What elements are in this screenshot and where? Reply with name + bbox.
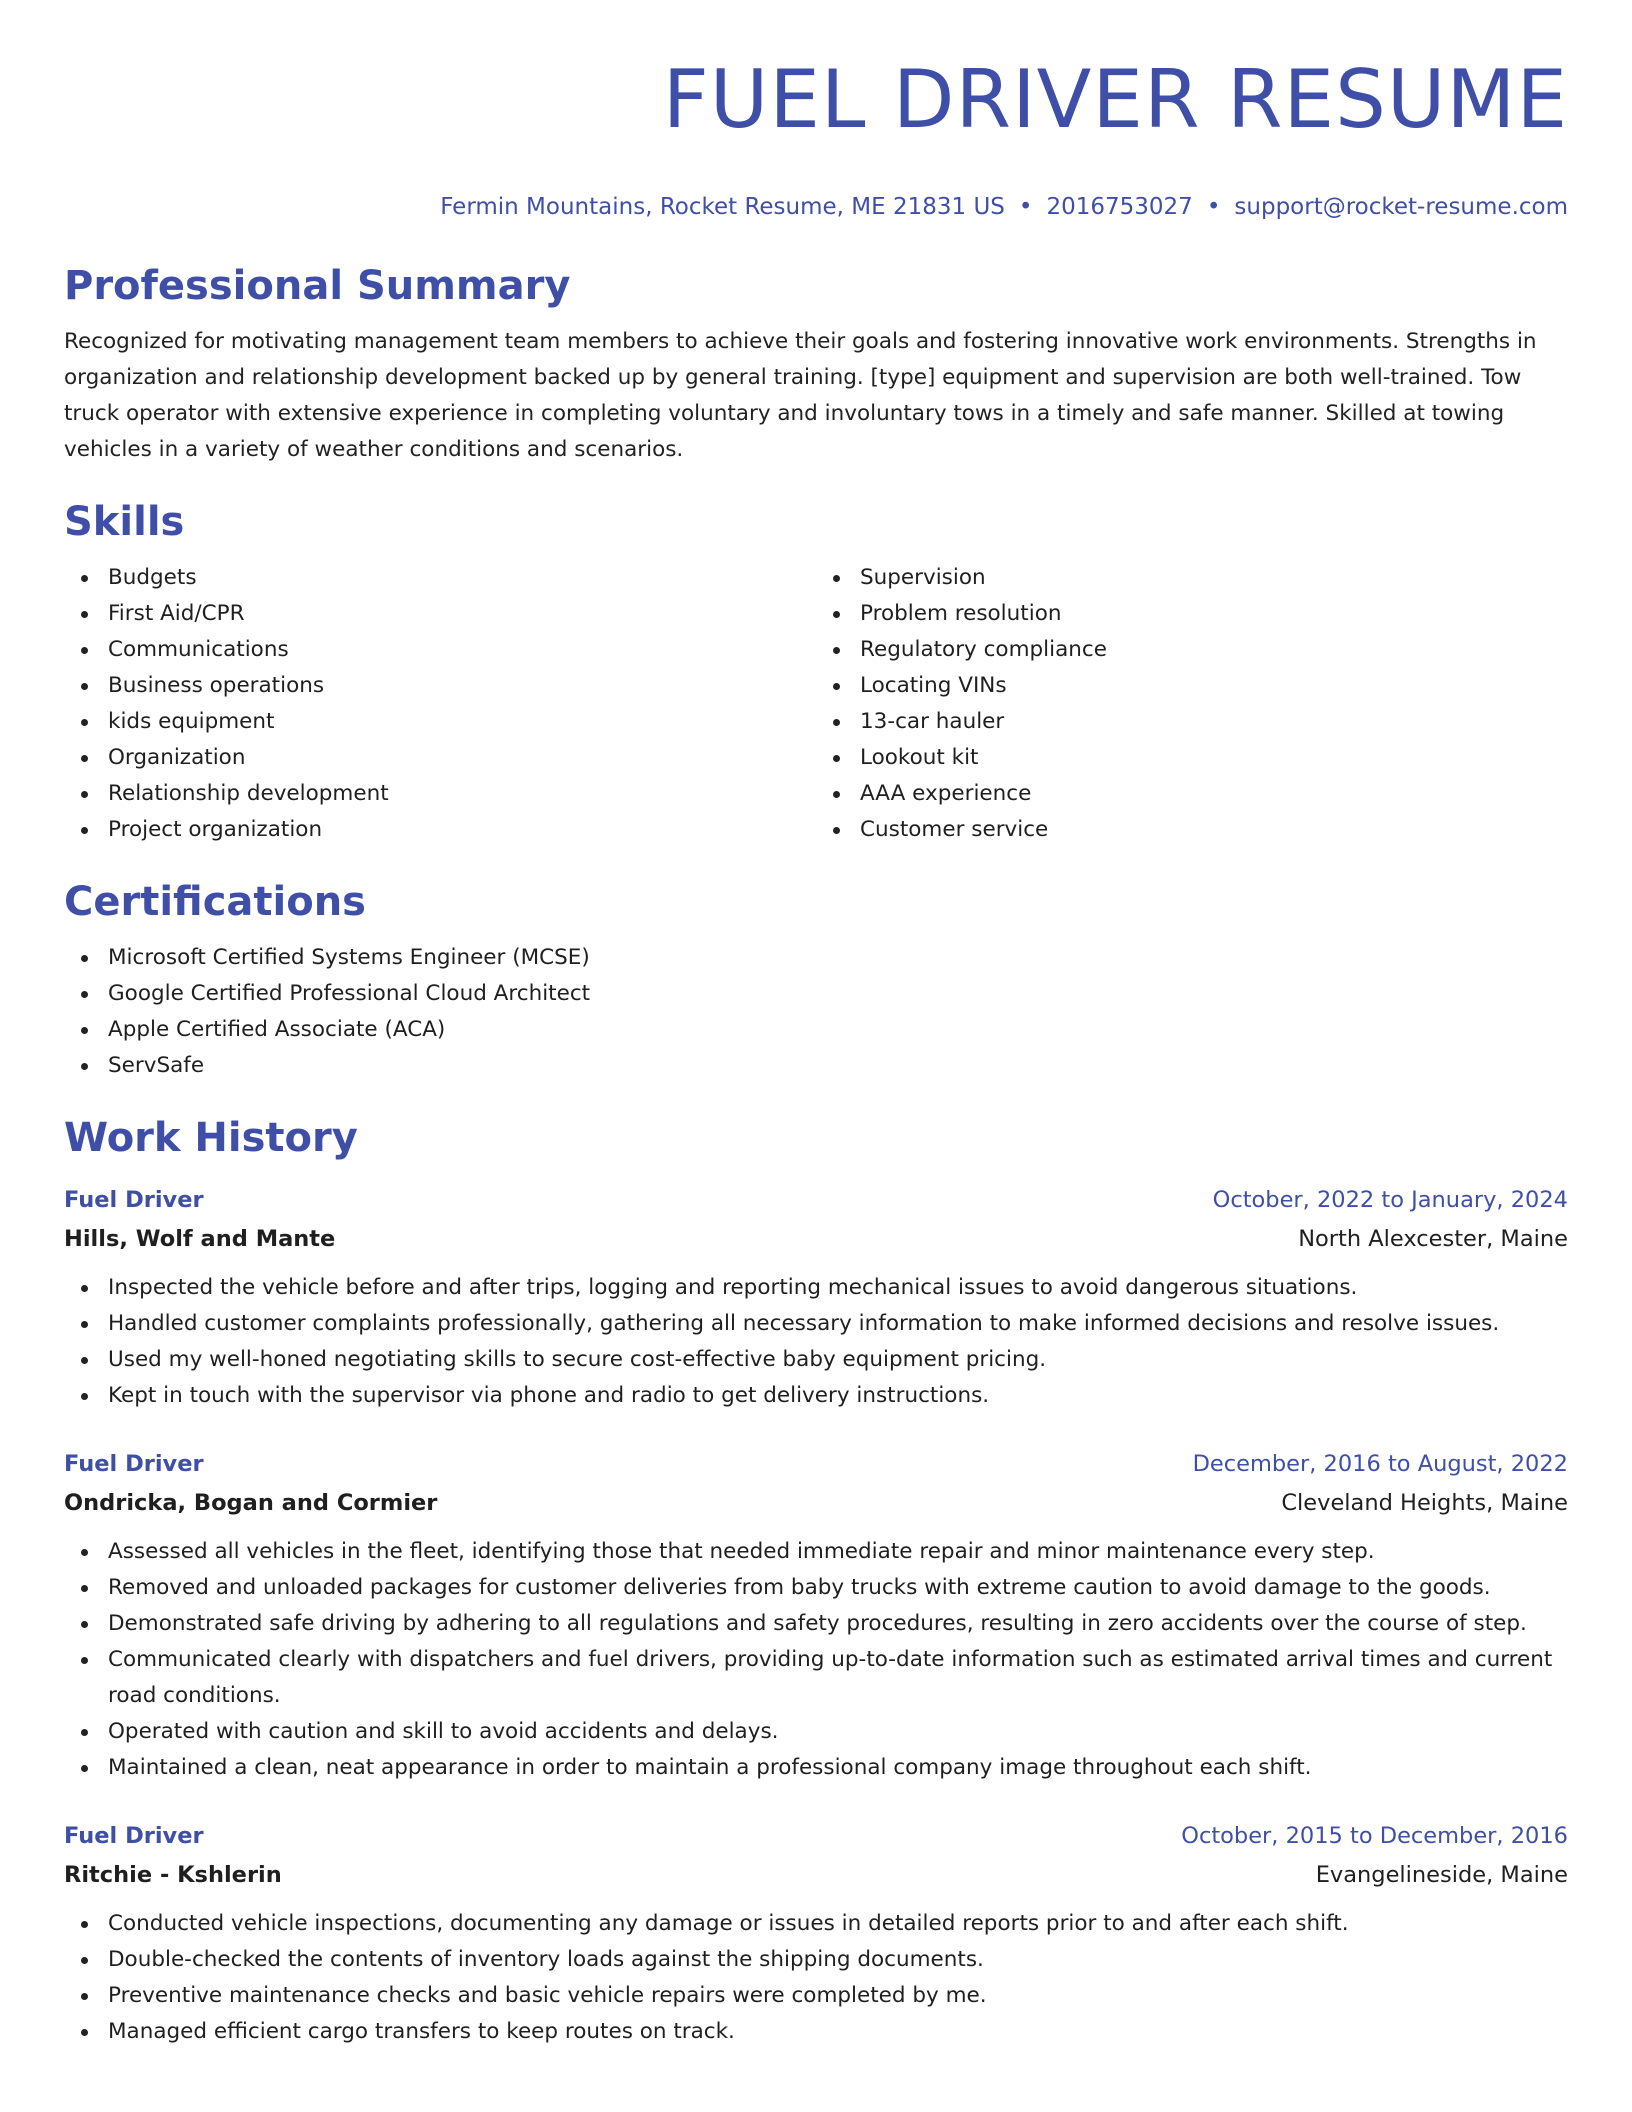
job-entry — [64, 1180, 1568, 1414]
skill-item: First Aid/CPR — [108, 596, 816, 632]
job-header-row — [64, 1444, 1568, 1484]
skill-item: 13-car hauler — [860, 704, 1568, 740]
job-bullets — [64, 1270, 1568, 1414]
job-bullet: Handled customer complaints professionally, gathering all necessary information to make informed decisions and resolve issues. — [108, 1306, 1568, 1342]
skill-item: Locating VINs — [860, 668, 1568, 704]
job-dates: December, 2016 to August, 2022 — [1192, 1451, 1568, 1477]
job-entry — [64, 1444, 1568, 1786]
certifications-list — [64, 940, 1568, 1084]
skill-item: Organization — [108, 740, 816, 776]
job-header-row — [64, 1816, 1568, 1856]
summary-text: Recognized for motivating management team members to achieve their goals and fostering innovative work environments. Strengths in organization and relationship development backed up by general training. [type] equipment and supervision are both well-trained. Tow truck operator with extensive experience in completing voluntary and involuntary tows in a timely and safe manner. Skilled at towing vehicles in a variety of weather conditions and scenarios. — [64, 329, 1537, 462]
job-company-row — [64, 1484, 1568, 1522]
certifications-heading: Certifications — [64, 879, 366, 925]
job-bullet: Double-checked the contents of inventory loads against the shipping documents. — [108, 1942, 1568, 1978]
work-history-heading: Work History — [64, 1115, 358, 1161]
job-bullet: Demonstrated safe driving by adhering to all regulations and safety procedures, resulting in zero accidents over the course of step. — [108, 1606, 1568, 1642]
job-header-row — [64, 1180, 1568, 1220]
job-bullet: Kept in touch with the supervisor via phone and radio to get delivery instructions. — [108, 1378, 1568, 1414]
skill-item: Project organization — [108, 812, 816, 848]
job-company: Ondricka, Bogan and Cormier — [64, 1490, 438, 1516]
certification-item: Google Certified Professional Cloud Architect — [108, 976, 1568, 1012]
resume-title: FUEL DRIVER RESUME — [662, 53, 1568, 146]
job-bullet: Used my well-honed negotiating skills to secure cost-effective baby equipment pricing. — [108, 1342, 1568, 1378]
job-location: Cleveland Heights, Maine — [1281, 1490, 1568, 1516]
job-location: Evangelineside, Maine — [1315, 1862, 1568, 1888]
contact-email[interactable]: support@rocket-resume.com — [1234, 194, 1568, 220]
contact-separator: • — [1018, 194, 1033, 220]
job-company: Hills, Wolf and Mante — [64, 1226, 336, 1252]
skill-item: Business operations — [108, 668, 816, 704]
skills-list-right — [816, 560, 1568, 848]
job-role: Fuel Driver — [64, 1451, 204, 1477]
skill-item: Supervision — [860, 560, 1568, 596]
job-location: North Alexcester, Maine — [1298, 1226, 1568, 1252]
skill-item: Lookout kit — [860, 740, 1568, 776]
certification-item: ServSafe — [108, 1048, 1568, 1084]
skills-columns — [64, 560, 1568, 848]
certification-item: Apple Certified Associate (ACA) — [108, 1012, 1568, 1048]
skill-item: Communications — [108, 632, 816, 668]
contact-separator: • — [1206, 194, 1221, 220]
job-dates: October, 2022 to January, 2024 — [1212, 1187, 1568, 1213]
certification-item: Microsoft Certified Systems Engineer (MCSE) — [108, 940, 1568, 976]
contact-phone[interactable]: 2016753027 — [1046, 194, 1193, 220]
job-company: Ritchie - Kshlerin — [64, 1862, 282, 1888]
job-bullet: Removed and unloaded packages for customer deliveries from baby trucks with extreme caution to avoid damage to the goods. — [108, 1570, 1568, 1606]
job-bullet: Conducted vehicle inspections, documenting any damage or issues in detailed reports prior to and after each shift. — [108, 1906, 1568, 1942]
job-bullet: Preventive maintenance checks and basic vehicle repairs were completed by me. — [108, 1978, 1568, 2014]
job-bullets — [64, 1534, 1568, 1786]
job-bullet: Assessed all vehicles in the fleet, identifying those that needed immediate repair and minor maintenance every step. — [108, 1534, 1568, 1570]
job-bullet: Inspected the vehicle before and after trips, logging and reporting mechanical issues to avoid dangerous situations. — [108, 1270, 1568, 1306]
skills-heading: Skills — [64, 499, 185, 545]
contact-line — [64, 192, 1568, 222]
job-company-row — [64, 1856, 1568, 1894]
skill-item: Relationship development — [108, 776, 816, 812]
job-bullet: Maintained a clean, neat appearance in order to maintain a professional company image throughout each shift. — [108, 1750, 1568, 1786]
skill-item: Regulatory compliance — [860, 632, 1568, 668]
contact-address: Fermin Mountains, Rocket Resume, ME 21831 US — [440, 194, 1005, 220]
skill-item: Budgets — [108, 560, 816, 596]
job-entry — [64, 1816, 1568, 2050]
job-bullets — [64, 1906, 1568, 2050]
skill-item: Problem resolution — [860, 596, 1568, 632]
summary-heading: Professional Summary — [64, 263, 571, 309]
job-role: Fuel Driver — [64, 1187, 204, 1213]
job-role: Fuel Driver — [64, 1823, 204, 1849]
job-bullet: Managed efficient cargo transfers to keep routes on track. — [108, 2014, 1568, 2050]
skill-item: kids equipment — [108, 704, 816, 740]
job-bullet: Operated with caution and skill to avoid accidents and delays. — [108, 1714, 1568, 1750]
job-bullet: Communicated clearly with dispatchers and fuel drivers, providing up-to-date information such as estimated arrival times and current road conditions. — [108, 1642, 1568, 1714]
resume-header — [64, 50, 1568, 222]
job-company-row — [64, 1220, 1568, 1258]
job-dates: October, 2015 to December, 2016 — [1181, 1823, 1568, 1849]
skill-item: Customer service — [860, 812, 1568, 848]
skills-list-left — [64, 560, 816, 848]
skill-item: AAA experience — [860, 776, 1568, 812]
